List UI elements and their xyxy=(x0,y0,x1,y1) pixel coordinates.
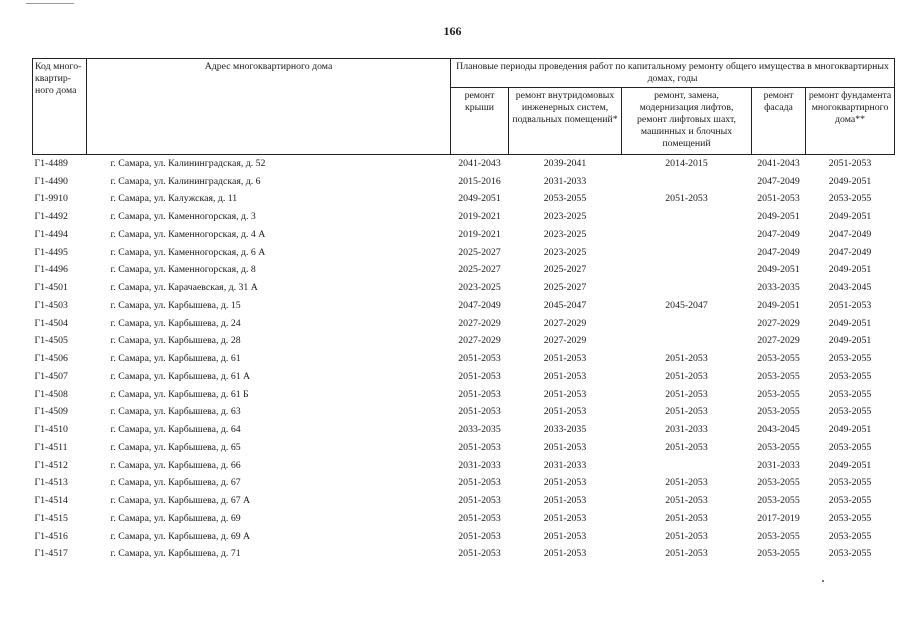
cell-foundation: 2051-2053 xyxy=(828,299,872,311)
cell-foundation: 2049-2051 xyxy=(828,264,872,276)
cell-code: Г1-4511 xyxy=(34,441,68,453)
cell-roof: 2015-2016 xyxy=(458,175,501,187)
cell-roof: 2051-2053 xyxy=(458,441,501,453)
cell-foundation: 2049-2051 xyxy=(828,424,872,436)
cell-elevators xyxy=(622,279,752,297)
cell-address: г. Самара, ул. Карбышева, д. 64 xyxy=(110,424,241,436)
cell-facade: 2049-2051 xyxy=(757,299,800,311)
cell-foundation: 2053-2055 xyxy=(828,512,872,524)
cell-roof: 2051-2053 xyxy=(458,512,501,524)
cell-engineering: 2053-2055 xyxy=(543,193,587,205)
cell-elevators: 2014-2015 xyxy=(622,155,752,173)
cell-address: г. Самара, ул. Карбышева, д. 69 xyxy=(110,512,241,524)
table-row xyxy=(33,457,895,475)
scan-speck xyxy=(822,580,824,582)
cell-address: г. Самара, ул. Карбышева, д. 63 xyxy=(110,406,241,418)
table-row xyxy=(33,279,895,297)
cell-address: г. Самара, ул. Карбышева, д. 15 xyxy=(110,299,241,311)
cell-roof: 2051-2053 xyxy=(458,406,501,418)
cell-roof: 2051-2053 xyxy=(458,388,501,400)
cell-code: Г1-4513 xyxy=(34,477,68,489)
cell-roof: 2019-2021 xyxy=(458,211,501,223)
cell-roof: 2025-2027 xyxy=(458,264,501,276)
cell-foundation: 2053-2055 xyxy=(828,370,872,382)
cell-code: Г1-4496 xyxy=(34,264,68,276)
cell-foundation: 2049-2051 xyxy=(828,211,872,223)
cell-facade: 2027-2029 xyxy=(757,335,800,347)
cell-elevators: 2051-2053 xyxy=(665,512,708,524)
cell-facade: 2053-2055 xyxy=(757,495,800,507)
table-row xyxy=(33,386,895,404)
cell-facade: 2053-2055 xyxy=(757,370,800,382)
column-header-facade: ремонт фасада xyxy=(752,88,806,155)
cell-address: г. Самара, ул. Карбышева, д. 69 А xyxy=(110,530,251,542)
table-row xyxy=(33,244,895,262)
cell-foundation: 2049-2051 xyxy=(828,175,872,187)
cell-roof: 2031-2033 xyxy=(458,459,501,471)
column-header-foundation: ремонт фундамента многоквартирного дома** xyxy=(806,88,895,155)
column-header-engineering: ремонт внутридомовых инженерных систем, подвальных помещений* xyxy=(509,88,622,155)
cell-address: г. Самара, ул. Калининградская, д. 6 xyxy=(110,175,261,187)
cell-engineering: 2031-2033 xyxy=(543,175,587,187)
cell-address: г. Самара, ул. Карбышева, д. 24 xyxy=(110,317,241,329)
column-header-group: Плановые периоды проведения работ по капитальному ремонту общего имущества в многоквартирных домах, годы xyxy=(451,59,895,88)
cell-foundation: 2051-2053 xyxy=(806,155,895,173)
cell-address: г. Самара, ул. Карбышева, д. 61 А xyxy=(110,370,251,382)
table-row xyxy=(33,315,895,333)
cell-elevators: 2051-2053 xyxy=(665,530,708,542)
cell-elevators: 2045-2047 xyxy=(665,299,708,311)
cell-code: Г1-4510 xyxy=(34,424,68,436)
column-header-address: Адрес многоквартирного дома xyxy=(87,59,451,155)
cell-facade: 2047-2049 xyxy=(757,228,800,240)
cell-foundation: 2047-2049 xyxy=(828,246,872,258)
cell-address: г. Самара, ул. Карбышева, д. 28 xyxy=(110,335,241,347)
cell-address: г. Самара, ул. Каменногорская, д. 8 xyxy=(110,264,256,276)
cell-code: Г1-4501 xyxy=(34,282,68,294)
cell-address: г. Самара, ул. Калужская, д. 11 xyxy=(110,193,238,205)
cell-foundation: 2053-2055 xyxy=(828,388,872,400)
cell-roof: 2051-2053 xyxy=(458,495,501,507)
cell-code: Г1-4503 xyxy=(34,299,68,311)
table-row xyxy=(33,528,895,546)
cell-roof: 2025-2027 xyxy=(458,246,501,258)
table-row xyxy=(33,173,895,191)
cell-engineering: 2051-2053 xyxy=(543,370,587,382)
cell-roof: 2041-2043 xyxy=(451,155,509,173)
cell-elevators: 2051-2053 xyxy=(665,193,708,205)
cell-code: Г1-4504 xyxy=(34,317,68,329)
cell-elevators: 2051-2053 xyxy=(665,388,708,400)
cell-code: Г1-4509 xyxy=(34,406,68,418)
cell-roof: 2051-2053 xyxy=(458,530,501,542)
cell-elevators: 2051-2053 xyxy=(665,477,708,489)
cell-engineering: 2023-2025 xyxy=(543,246,587,258)
cell-address: г. Самара, ул. Карачаевская, д. 31 А xyxy=(110,282,258,294)
cell-engineering: 2025-2027 xyxy=(543,282,587,294)
table-row xyxy=(33,350,895,368)
cell-facade: 2053-2055 xyxy=(757,548,800,560)
table-row xyxy=(33,404,895,422)
table-row xyxy=(33,262,895,280)
cell-engineering: 2023-2025 xyxy=(543,211,587,223)
cell-facade: 2051-2053 xyxy=(757,193,800,205)
cell-elevators: 2051-2053 xyxy=(665,370,708,382)
cell-facade: 2043-2045 xyxy=(757,424,800,436)
table-row xyxy=(33,546,895,564)
table-row xyxy=(33,191,895,209)
cell-address: г. Самара, ул. Карбышева, д. 65 xyxy=(110,441,241,453)
cell-elevators: 2051-2053 xyxy=(665,495,708,507)
cell-foundation: 2053-2055 xyxy=(828,477,872,489)
cell-code: Г1-9910 xyxy=(34,193,68,205)
column-header-code: Код много-квартир-ного дома xyxy=(33,59,87,155)
cell-code: Г1-4494 xyxy=(34,228,68,240)
cell-facade: 2047-2049 xyxy=(757,175,800,187)
cell-foundation: 2049-2051 xyxy=(828,459,872,471)
cell-code: Г1-4515 xyxy=(34,512,68,524)
cell-elevators: 2031-2033 xyxy=(665,424,708,436)
cell-engineering: 2051-2053 xyxy=(543,495,587,507)
cell-foundation: 2053-2055 xyxy=(828,441,872,453)
cell-roof: 2049-2051 xyxy=(458,193,501,205)
cell-code: Г1-4517 xyxy=(34,548,68,560)
cell-engineering: 2051-2053 xyxy=(543,512,587,524)
cell-elevators xyxy=(622,208,752,226)
cell-roof: 2019-2021 xyxy=(458,228,501,240)
table-row xyxy=(33,226,895,244)
cell-engineering: 2023-2025 xyxy=(543,228,587,240)
cell-elevators: 2051-2053 xyxy=(665,353,708,365)
column-header-roof: ремонт крыши xyxy=(451,88,509,155)
table-row xyxy=(33,297,895,315)
cell-engineering: 2051-2053 xyxy=(543,353,587,365)
cell-engineering: 2033-2035 xyxy=(543,424,587,436)
cell-engineering: 2051-2053 xyxy=(543,441,587,453)
cell-facade: 2031-2033 xyxy=(757,459,800,471)
cell-roof: 2051-2053 xyxy=(458,477,501,489)
table-row xyxy=(33,492,895,510)
cell-engineering: 2025-2027 xyxy=(543,264,587,276)
cell-foundation: 2053-2055 xyxy=(828,353,872,365)
cell-code: Г1-4492 xyxy=(34,211,68,223)
cell-code: Г1-4495 xyxy=(34,246,68,258)
cell-address: г. Самара, ул. Карбышева, д. 66 xyxy=(110,459,241,471)
cell-facade: 2027-2029 xyxy=(757,317,800,329)
column-header-elevators: ремонт, замена, модернизация лифтов, ремонт лифтовых шахт, машинных и блочных помещений xyxy=(622,88,752,155)
cell-engineering: 2045-2047 xyxy=(543,299,587,311)
cell-elevators xyxy=(622,315,752,333)
cell-code: Г1-4489 xyxy=(33,155,87,173)
cell-roof: 2033-2035 xyxy=(458,424,501,436)
cell-foundation: 2053-2055 xyxy=(828,530,872,542)
cell-roof: 2051-2053 xyxy=(458,370,501,382)
cell-address: г. Самара, ул. Калининградская, д. 52 xyxy=(87,155,451,173)
cell-address: г. Самара, ул. Карбышева, д. 61 xyxy=(110,353,241,365)
table-row xyxy=(33,368,895,386)
table-row xyxy=(33,510,895,528)
cell-facade: 2053-2055 xyxy=(757,353,800,365)
cell-facade: 2053-2055 xyxy=(757,388,800,400)
cell-facade: 2053-2055 xyxy=(757,441,800,453)
cell-address: г. Самара, ул. Карбышева, д. 61 Б xyxy=(110,388,249,400)
cell-elevators xyxy=(622,173,752,191)
cell-address: г. Самара, ул. Каменногорская, д. 3 xyxy=(110,211,256,223)
cell-roof: 2051-2053 xyxy=(458,353,501,365)
cell-elevators: 2051-2053 xyxy=(665,548,708,560)
cell-foundation: 2047-2049 xyxy=(828,228,872,240)
cell-elevators: 2051-2053 xyxy=(665,441,708,453)
cell-engineering: 2051-2053 xyxy=(543,530,587,542)
cell-code: Г1-4516 xyxy=(34,530,68,542)
cell-address: г. Самара, ул. Карбышева, д. 71 xyxy=(110,548,241,560)
cell-facade: 2041-2043 xyxy=(752,155,806,173)
table-row xyxy=(33,439,895,457)
cell-engineering: 2051-2053 xyxy=(543,388,587,400)
cell-engineering: 2027-2029 xyxy=(543,335,587,347)
cell-facade: 2017-2019 xyxy=(757,512,800,524)
cell-engineering: 2051-2053 xyxy=(543,548,587,560)
cell-address: г. Самара, ул. Каменногорская, д. 6 А xyxy=(110,246,266,258)
cell-engineering: 2051-2053 xyxy=(543,406,587,418)
cell-code: Г1-4506 xyxy=(34,353,68,365)
cell-facade: 2049-2051 xyxy=(757,211,800,223)
table-row xyxy=(33,208,895,226)
cell-code: Г1-4514 xyxy=(34,495,68,507)
scan-top-line xyxy=(26,3,74,4)
cell-engineering: 2031-2033 xyxy=(543,459,587,471)
cell-address: г. Самара, ул. Карбышева, д. 67 А xyxy=(110,495,251,507)
cell-facade: 2047-2049 xyxy=(757,246,800,258)
cell-facade: 2053-2055 xyxy=(757,406,800,418)
cell-roof: 2027-2029 xyxy=(458,317,501,329)
cell-roof: 2027-2029 xyxy=(458,335,501,347)
cell-engineering: 2027-2029 xyxy=(543,317,587,329)
cell-code: Г1-4512 xyxy=(34,459,68,471)
cell-roof: 2047-2049 xyxy=(458,299,501,311)
cell-elevators xyxy=(622,226,752,244)
cell-facade: 2049-2051 xyxy=(757,264,800,276)
cell-roof: 2051-2053 xyxy=(458,548,501,560)
table-row xyxy=(33,333,895,351)
cell-code: Г1-4505 xyxy=(34,335,68,347)
cell-facade: 2053-2055 xyxy=(757,477,800,489)
page-number: 166 xyxy=(443,24,462,38)
cell-code: Г1-4507 xyxy=(34,370,68,382)
cell-foundation: 2043-2045 xyxy=(828,282,872,294)
cell-facade: 2033-2035 xyxy=(757,282,800,294)
cell-code: Г1-4508 xyxy=(34,388,68,400)
cell-code: Г1-4490 xyxy=(34,175,68,187)
table-row xyxy=(33,155,895,173)
cell-foundation: 2053-2055 xyxy=(828,193,872,205)
cell-facade: 2053-2055 xyxy=(757,530,800,542)
cell-elevators xyxy=(622,262,752,280)
cell-foundation: 2053-2055 xyxy=(828,495,872,507)
cell-address: г. Самара, ул. Каменногорская, д. 4 А xyxy=(110,228,266,240)
cell-elevators xyxy=(622,333,752,351)
cell-elevators: 2051-2053 xyxy=(665,406,708,418)
capital-repair-table xyxy=(32,58,895,563)
table-row xyxy=(33,421,895,439)
cell-elevators xyxy=(622,457,752,475)
cell-foundation: 2053-2055 xyxy=(828,406,872,418)
cell-foundation: 2053-2055 xyxy=(828,548,872,560)
table-row xyxy=(33,475,895,493)
cell-elevators xyxy=(622,244,752,262)
cell-foundation: 2049-2051 xyxy=(828,335,872,347)
cell-address: г. Самара, ул. Карбышева, д. 67 xyxy=(110,477,241,489)
cell-engineering: 2039-2041 xyxy=(509,155,622,173)
cell-engineering: 2051-2053 xyxy=(543,477,587,489)
cell-roof: 2023-2025 xyxy=(458,282,501,294)
cell-foundation: 2049-2051 xyxy=(828,317,872,329)
